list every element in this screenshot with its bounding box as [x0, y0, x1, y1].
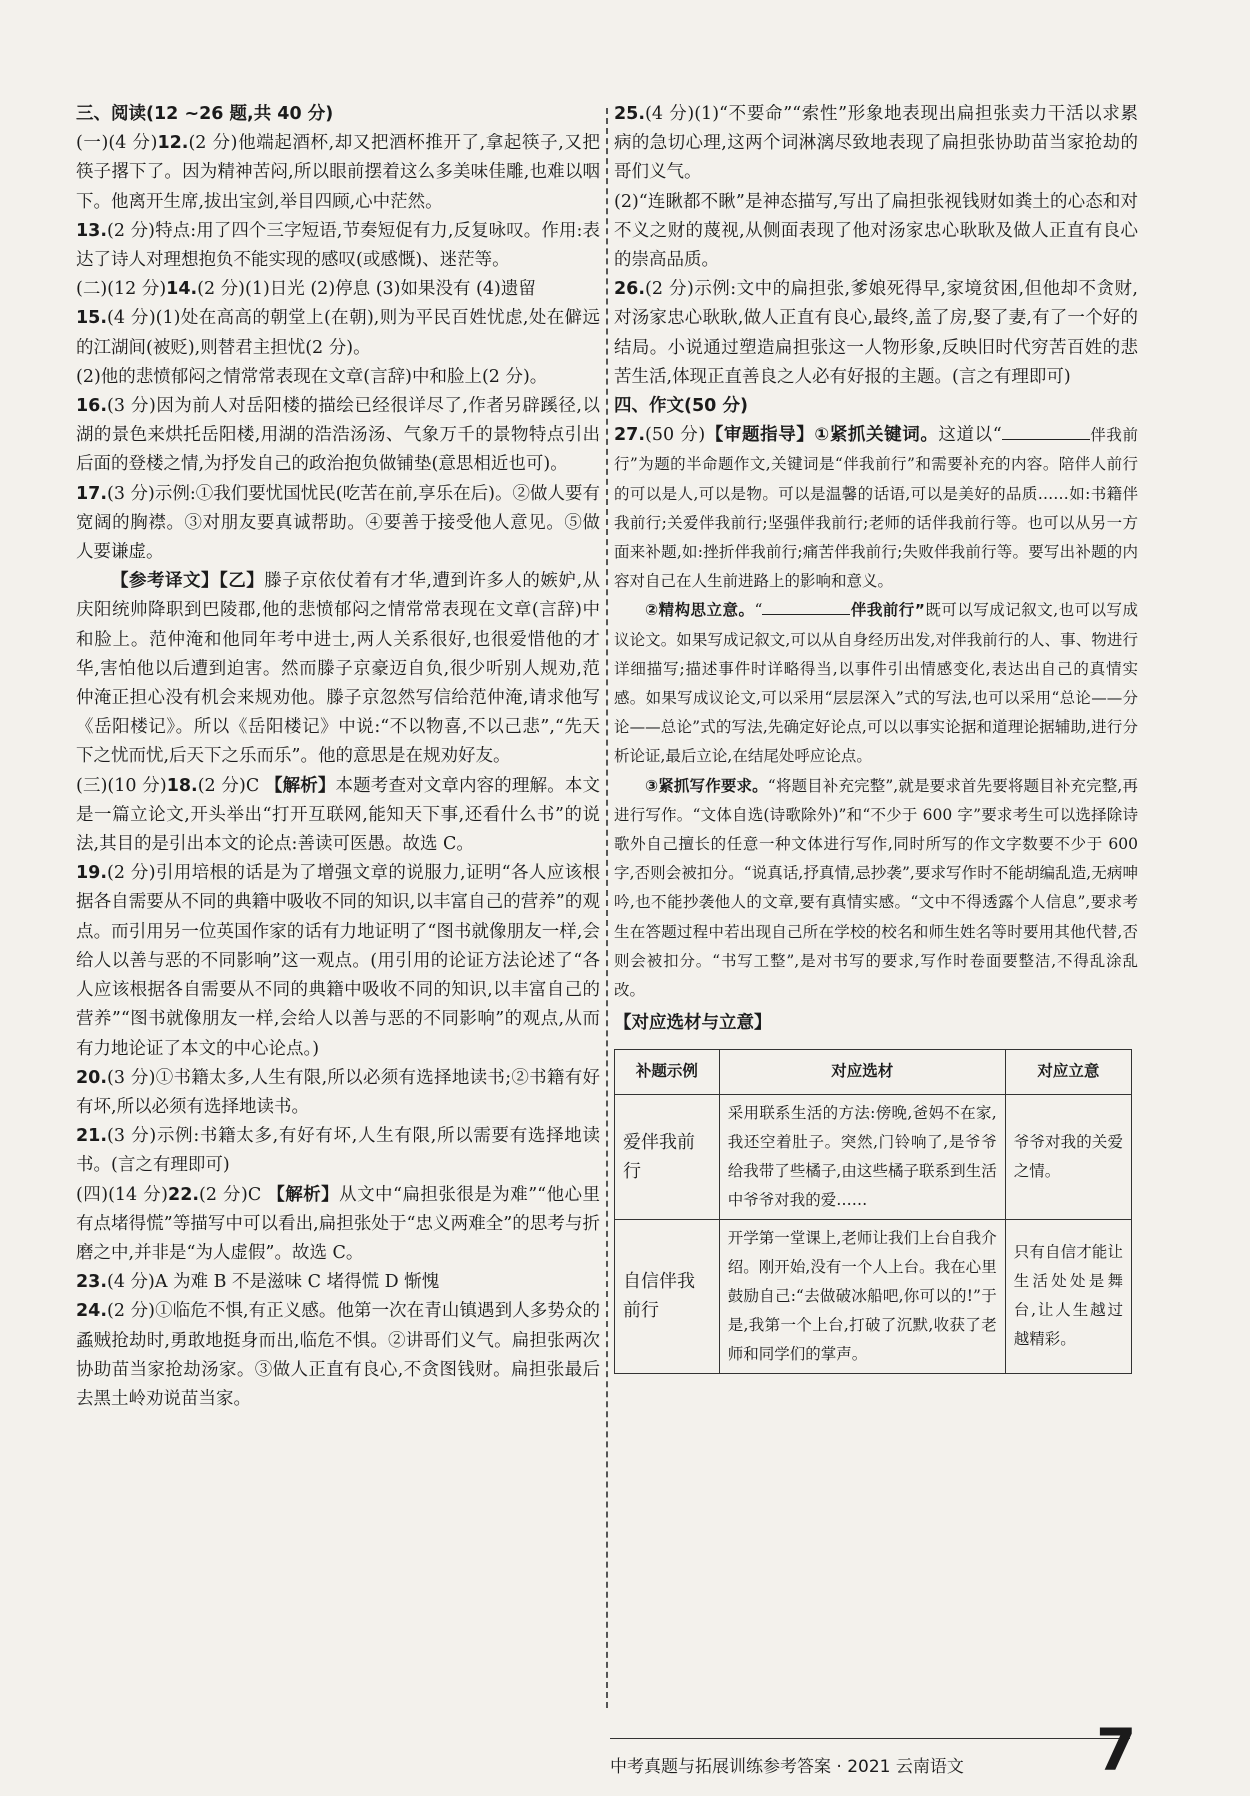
- answer-23: 23.(4 分)A 为难 B 不是滋味 C 堵得慌 D 惭愧: [76, 1272, 440, 1293]
- table-cell-material: 开学第一堂课上,老师让我们上台自我介绍。刚开始,没有一个人上台。我在心里鼓励自己:“去做破冰船吧,你可以的!”于是,我第一个上台,打破了沉默,收获了老师和同学们的掌声。: [719, 1219, 1005, 1373]
- table-header: 对应选材: [719, 1049, 1005, 1094]
- answer-27: 27.(50 分)【审题指导】①紧抓关键词。这道以“ 伴我前行”为题的半命题作文,关键词是“伴我前行”和需要补充的内容。陪伴人前行的可以是人,可以是物。可以是温馨的话语,可以是美好的品质……如:书籍伴我前行;关爱伴我前行;坚强伴我前行;老师的话伴我前行等。也可以从另一方面来补题,如:挫折伴我前行;痛苦伴我前行;失败伴我前行等。要写出补题的内容对自己在人生前进路上的影响和意义。: [614, 425, 1138, 591]
- table-cell-material: 采用联系生活的方法:傍晚,爸妈不在家,我还空着肚子。突然,门铃响了,是爷爷给我带了些橘子,由这些橘子联系到生活中爷爷对我的爱……: [719, 1094, 1005, 1219]
- right-column: [614, 100, 1138, 1374]
- answer-16: 16.(3 分)因为前人对岳阳楼的描绘已经很详尽了,作者另辟蹊径,以湖的景色来烘托岳阳楼,用湖的浩浩汤汤、气象万千的景物特点引出后面的登楼之情,为抒发自己的政治抱负做铺垫(意思相近也可)。: [76, 396, 600, 475]
- answer-18: (三)(10 分)18.(2 分)C 【解析】本题考查对文章内容的理解。本文是一篇立论文,开头举出“打开互联网,能知天下事,还看什么书”的说法,其目的是引出本文的论点:善读可医愚。故选 C。: [76, 775, 600, 855]
- table-cell-topic: 爱伴我前行: [615, 1094, 720, 1219]
- reference-translation: 【参考译文】【乙】滕子京依仗着有才华,遭到许多人的嫉妒,从庆阳统帅降职到巴陵郡,他的悲愤郁闷之情常常表现在文章(言辞)中和脸上。范仲淹和他同年考中进士,两人关系很好,也很爱惜他的才华,害怕他以后遭到迫害。然而滕子京豪迈自负,很少听别人规劝,范仲淹正担心没有机会来规劝他。滕子京忽然写信给范仲淹,请求他写《岳阳楼记》。所以《岳阳楼记》中说:“不以物喜,不以己悲”,“先天下之忧而忧,后天下之乐而乐”。他的意思是在规劝好友。: [76, 571, 601, 767]
- page-number: 7: [1096, 1716, 1137, 1784]
- table-cell-topic: 自信伴我前行: [615, 1219, 720, 1373]
- answer-14: (二)(12 分)14.(2 分)(1)日光 (2)停息 (3)如果没有 (4)遗留: [76, 279, 536, 300]
- column-divider: [606, 108, 608, 1708]
- answer-17: 17.(3 分)示例:①我们要忧国忧民(吃苦在前,享乐在后)。②做人要有宽阔的胸襟。③对朋友要真诚帮助。④要善于接受他人意见。⑤做人要谦虚。: [76, 483, 600, 563]
- answer-15: 15.(4 分)(1)处在高高的朝堂上(在朝),则为平民百姓忧虑,处在僻远的江湖间(被贬),则替君主担忧(2 分)。: [76, 308, 600, 358]
- writing-guide-3: ③紧抓写作要求。“将题目补充完整”,就是要求首先要将题目补充完整,再进行写作。“文体自选(诗歌除外)”和“不少于 600 字”要求考生可以选择除诗歌外自己擅长的任意一种文体进行写作,同时所写的作文字数要不少于 600 字,否则会被扣分。“说真话,抒真情,忌抄袭”,要求写作时不能胡编乱造,无病呻吟,也不能抄袭他人的文章,要有真情实感。“文中不得透露个人信息”,要求考生在答题过程中若出现自己所在学校的校名和师生姓名等时要用其他代替,否则会被扣分。“书写工整”,是对书写的要求,写作时卷面要整洁,不得乱涂乱改。: [614, 776, 1138, 1000]
- table-header: 补题示例: [615, 1049, 720, 1094]
- left-column: [76, 100, 600, 1414]
- answer-12: (一)(4 分)12.(2 分)他端起酒杯,却又把酒杯推开了,拿起筷子,又把筷子撂下了。因为精神苦闷,所以眼前摆着这么多美味佳雕,也难以咽下。他离开生席,拔出宝剑,举目四顾,心中茫然。: [76, 133, 600, 212]
- answer-20: 20.(3 分)①书籍太多,人生有限,所以必须有选择地读书;②书籍有好有坏,所以必须有选择地读书。: [76, 1067, 600, 1117]
- fill-blank-line: [762, 613, 850, 615]
- answer-22: (四)(14 分)22.(2 分)C 【解析】从文中“扁担张很是为难”“他心里有点堵得慌”等描写中可以看出,扁担张处于“忠义两难全”的思考与折磨之中,并非是“为人虚假”。故选 C。: [76, 1184, 600, 1263]
- table-header-row: [615, 1049, 1132, 1094]
- answer-25: 25.(4 分)(1)“不要命”“索性”形象地表现出扁担张卖力干活以求累病的急切心理,这两个词淋漓尽致地表现了扁担张协助苗当家抢劫的哥们义气。: [614, 104, 1138, 183]
- answer-19: 19.(2 分)引用培根的话是为了增强文章的说服力,证明“各人应该根据各自需要从不同的典籍中吸收不同的知识,以丰富自己的营养”的观点。而引用另一位英国作家的话有力地证明了“图书就像朋友一样,会给人以善与恶的不同影响”这一观点。(用引用的论证方法论述了“各人应该根据各自需要从不同的典籍中吸收不同的知识,以丰富自己的营养”“图书就像朋友一样,会给人以善与恶的不同影响”的观点,从而有力地论证了本文的中心论点。): [76, 863, 600, 1059]
- section-title-reading: 三、阅读(12 ~26 题,共 40 分): [76, 104, 334, 124]
- answer-25-part2: (2)“连瞅都不瞅”是神态描写,写出了扁担张视钱财如粪土的心态和对不义之财的蔑视,从侧面表现了他对汤家忠心耿耿及做人正直有良心的崇高品质。: [614, 191, 1138, 271]
- answer-26: 26.(2 分)示例:文中的扁担张,爹娘死得早,家境贫困,但他却不贪财,对汤家忠心耿耿,做人正直有良心,最终,盖了房,娶了妻,有了一个好的结局。小说通过塑造扁担张这一人物形象,反映旧时代穷苦百姓的悲苦生活,体现正直善良之人必有好报的主题。(言之有理即可): [614, 279, 1138, 387]
- table-row: [615, 1219, 1132, 1373]
- answer-24: 24.(2 分)①临危不惧,有正义感。他第一次在青山镇遇到人多势众的蟊贼抢劫时,勇敢地挺身而出,临危不惧。②讲哥们义气。扁担张两次协助苗当家抢劫汤家。③做人正直有良心,不贪图钱财。扁担张最后去黑土岭劝说苗当家。: [76, 1301, 600, 1409]
- table-row: [615, 1094, 1132, 1219]
- table-title: 【对应选材与立意】: [614, 1013, 772, 1034]
- table-cell-idea: 爷爷对我的关爱之情。: [1005, 1094, 1131, 1219]
- section-title-writing: 四、作文(50 分): [614, 396, 748, 417]
- fill-blank-line: [1002, 438, 1090, 440]
- table-cell-idea: 只有自信才能让生活处处是舞台,让人生越过越精彩。: [1005, 1219, 1131, 1373]
- answer-21: 21.(3 分)示例:书籍太多,有好有坏,人生有限,所以需要有选择地读书。(言之有理即可): [76, 1126, 600, 1176]
- table-header: 对应立意: [1005, 1049, 1131, 1094]
- footer-rule: [610, 1738, 1130, 1739]
- writing-guide-2: ②精构思立意。“ 伴我前行”既可以写成记叙文,也可以写成议论文。如果写成记叙文,可以从自身经历出发,对伴我前行的人、事、物进行详细描写;描述事件时详略得当,以事件引出情感变化,表达出自己的真情实感。如果写成议论文,可以采用“层层深入”式的写法,也可以采用“总论——分论——总论”式的写法,先确定好论点,可以以事实论据和道理论据辅助,进行分析论证,最后立论,在结尾处呼应论点。: [614, 601, 1139, 766]
- material-table: [614, 1049, 1132, 1374]
- answer-15-part2: (2)他的悲愤郁闷之情常常表现在文章(言辞)中和脸上(2 分)。: [76, 366, 548, 387]
- page-footer: 中考真题与拓展训练参考答案 · 2021 云南语文: [610, 1757, 964, 1777]
- answer-13: 13.(2 分)特点:用了四个三字短语,节奏短促有力,反复咏叹。作用:表达了诗人对理想抱负不能实现的感叹(或感慨)、迷茫等。: [76, 220, 600, 271]
